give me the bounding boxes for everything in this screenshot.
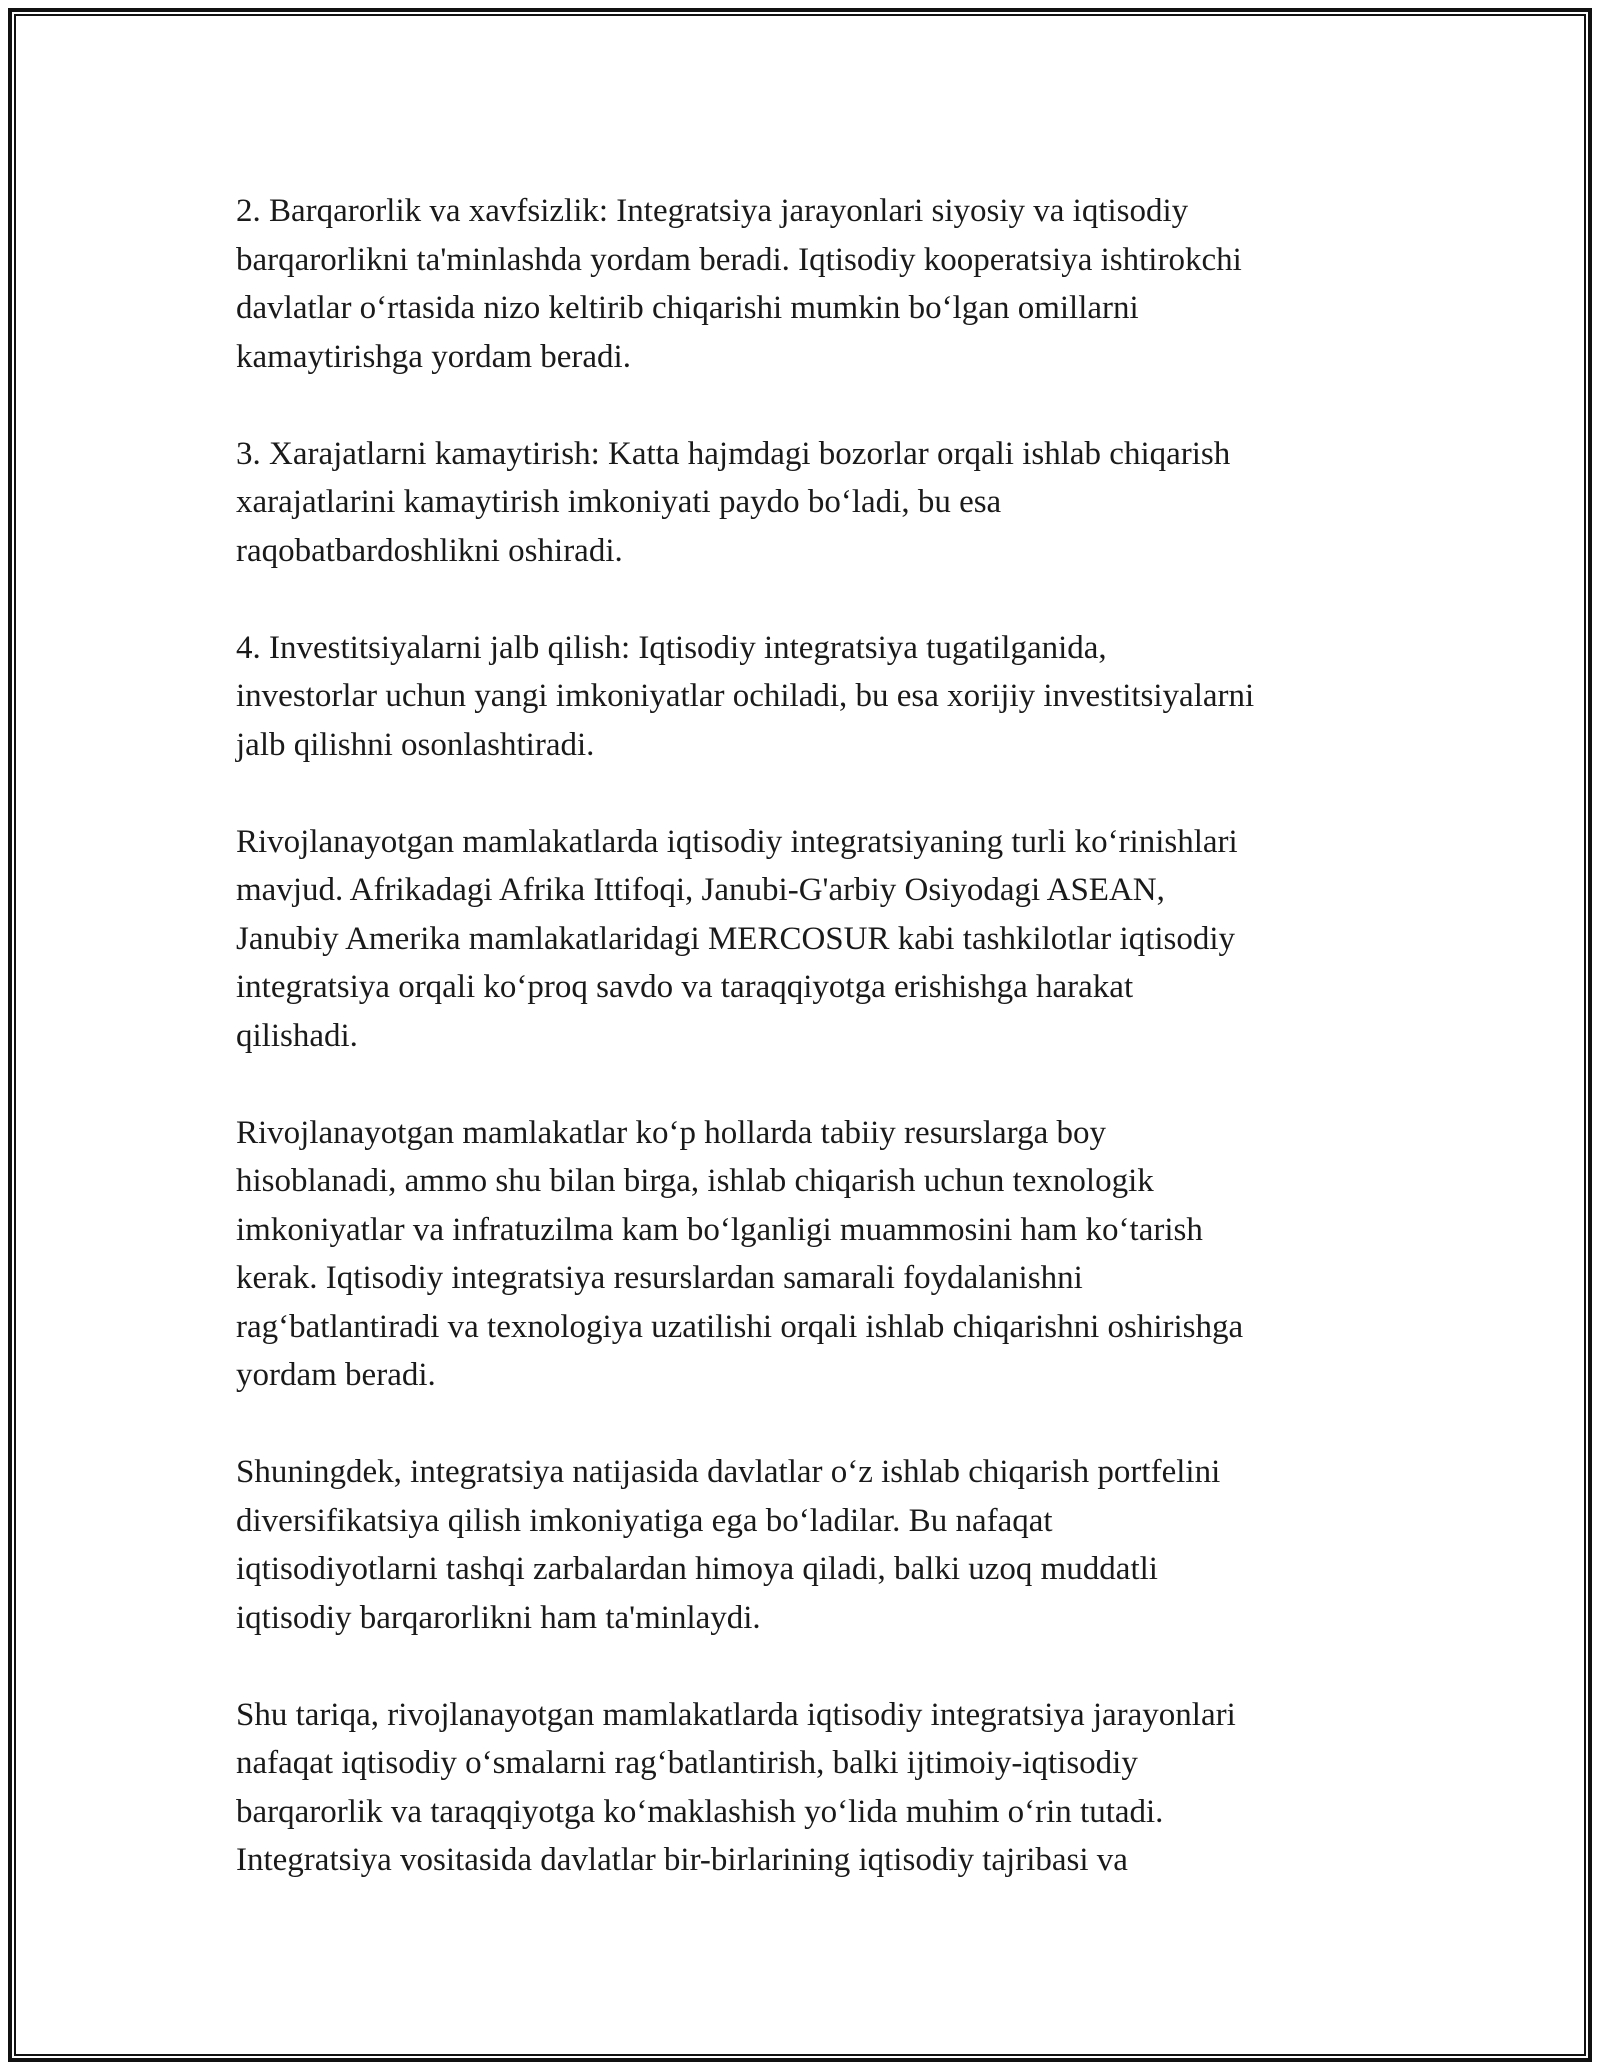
- text-line: xarajatlarini kamaytirish imkoniyati paydo boʻladi, bu esa: [236, 484, 1002, 520]
- text-line: barqarorlikni ta'minlashda yordam beradi. Iqtisodiy kooperatsiya ishtirokchi: [236, 241, 1242, 278]
- text-line: raqobatbardoshlikni oshiradi.: [236, 532, 623, 569]
- text-line: Rivojlanayotgan mamlakatlar koʻp hollarda tabiiy resurslarga boy: [236, 1114, 1106, 1151]
- text-line: Integratsiya vositasida davlatlar bir-birlarining iqtisodiy tajribasi va: [236, 1842, 1128, 1878]
- text-line: 2. Barqarorlik va xavfsizlik: Integratsiya jarayonlari siyosiy va iqtisodiy: [236, 193, 1189, 229]
- text-line: iqtisodiyotlarni tashqi zarbalardan himoya qiladi, balki uzoq muddatli: [236, 1551, 1158, 1587]
- text-line: davlatlar oʻrtasida nizo keltirib chiqarishi mumkin boʻlgan omillarni: [236, 290, 1139, 326]
- paragraph-diversification: [236, 1448, 1376, 1642]
- text-line: ragʻbatlantiradi va texnologiya uzatilishi orqali ishlab chiqarishni oshirishga: [236, 1308, 1244, 1345]
- text-line: Shu tariqa, rivojlanayotgan mamlakatlarda iqtisodiy integratsiya jarayonlari: [236, 1696, 1236, 1733]
- text-line: kerak. Iqtisodiy integratsiya resurslardan samarali foydalanishni: [236, 1260, 1083, 1296]
- text-line: diversifikatsiya qilish imkoniyatiga ega boʻladilar. Bu nafaqat: [236, 1502, 1053, 1539]
- text-line: 3. Xarajatlarni kamaytirish: Katta hajmdagi bozorlar orqali ishlab chiqarish: [236, 435, 1231, 472]
- paragraph-cost-reduction: [236, 430, 1376, 576]
- paragraph-integration-forms: [236, 818, 1376, 1061]
- text-line: barqarorlik va taraqqiyotga koʻmaklashish yoʻlida muhim oʻrin tutadi.: [236, 1793, 1164, 1830]
- text-line: nafaqat iqtisodiy oʻsmalarni ragʻbatlantirish, balki ijtimoiy-iqtisodiy: [236, 1745, 1138, 1781]
- text-line: qilishadi.: [236, 1017, 358, 1054]
- paragraph-investment: [236, 624, 1376, 770]
- paragraph-natural-resources: [236, 1109, 1376, 1400]
- text-line: investorlar uchun yangi imkoniyatlar ochiladi, bu esa xorijiy investitsiyalarni: [236, 678, 1255, 714]
- text-line: imkoniyatlar va infratuzilma kam boʻlganligi muammosini ham koʻtarish: [236, 1211, 1203, 1248]
- text-line: hisoblanadi, ammo shu bilan birga, ishlab chiqarish uchun texnologik: [236, 1163, 1154, 1199]
- text-line: 4. Investitsiyalarni jalb qilish: Iqtisodiy integratsiya tugatilganida,: [236, 629, 1107, 666]
- paragraph-conclusion: [236, 1691, 1376, 1885]
- text-line: kamaytirishga yordam beradi.: [236, 338, 631, 375]
- text-line: Shuningdek, integratsiya natijasida davlatlar oʻz ishlab chiqarish portfelini: [236, 1454, 1221, 1490]
- text-line: jalb qilishni osonlashtiradi.: [236, 726, 595, 763]
- text-line: integratsiya orqali koʻproq savdo va taraqqiyotga erishishga harakat: [236, 969, 1134, 1005]
- text-line: yordam beradi.: [236, 1357, 436, 1393]
- text-line: mavjud. Afrikadagi Afrika Ittifoqi, Janubi-G'arbiy Osiyodagi ASEAN,: [236, 872, 1165, 908]
- text-line: Janubiy Amerika mamlakatlaridagi MERCOSUR kabi tashkilotlar iqtisodiy: [236, 920, 1236, 957]
- text-line: Rivojlanayotgan mamlakatlarda iqtisodiy integratsiyaning turli koʻrinishlari: [236, 823, 1238, 860]
- text-line: iqtisodiy barqarorlikni ham ta'minlaydi.: [236, 1599, 761, 1636]
- document-body: [236, 187, 1376, 1933]
- paragraph-stability-security: [236, 187, 1376, 381]
